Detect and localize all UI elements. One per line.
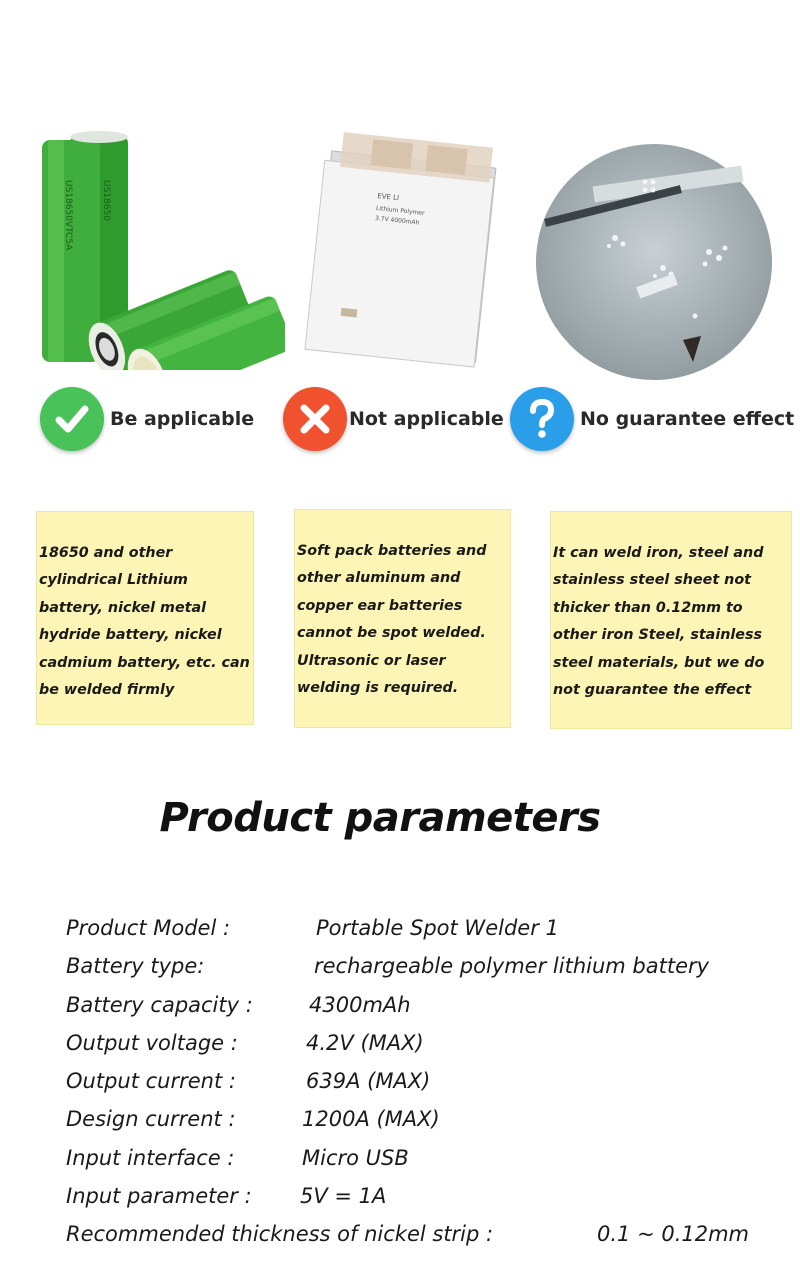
param-row — [66, 1107, 786, 1145]
param-label: Recommended thickness of nickel strip : — [66, 1222, 494, 1246]
param-row — [66, 1069, 786, 1107]
param-row — [66, 1184, 786, 1222]
svg-text:EVE LI: EVE LI — [376, 191, 400, 203]
param-label: Battery type: — [66, 954, 205, 978]
cylindrical-battery-image — [30, 120, 285, 370]
param-label: Product Model : — [66, 916, 231, 940]
status-label: No guarantee effect — [580, 408, 795, 430]
section-title: Product parameters — [159, 795, 601, 841]
param-row — [66, 916, 786, 954]
note-applicable: 18650 and other cylindrical Lithium battery, nickel metal hydride battery, nickel cadmium battery, etc. can be welded firmly — [36, 511, 254, 725]
param-label: Output voltage : — [66, 1031, 238, 1055]
note-not-applicable: Soft pack batteries and other aluminum and copper ear batteries cannot be spot welded. Ultrasonic or laser welding is required. — [294, 509, 511, 728]
param-value: 4.2V (MAX) — [306, 1031, 424, 1055]
param-row — [66, 1146, 786, 1184]
cross-icon — [283, 387, 347, 451]
param-value: 1200A (MAX) — [302, 1107, 440, 1131]
status-label: Be applicable — [110, 408, 255, 430]
param-value: Micro USB — [302, 1146, 409, 1170]
param-label: Design current : — [66, 1107, 236, 1131]
steel-sheet-image — [533, 140, 775, 385]
svg-text:Lithium Polymer: Lithium Polymer — [375, 204, 425, 217]
param-row — [66, 954, 786, 992]
status-no-guarantee — [510, 387, 794, 451]
question-icon — [510, 387, 574, 451]
param-value: 639A (MAX) — [306, 1069, 431, 1093]
svg-text:3.7V 4000mAh: 3.7V 4000mAh — [374, 214, 420, 227]
param-row — [66, 1031, 786, 1069]
note-no-guarantee: It can weld iron, steel and stainless steel sheet not thicker than 0.12mm to other iron Steel, stainless steel materials, but we do not guarantee the effect — [550, 511, 792, 729]
param-row — [66, 1222, 786, 1260]
svg-text:US18650VTC5A: US18650VTC5A — [63, 180, 73, 251]
param-value: 0.1 ~ 0.12mm — [597, 1222, 750, 1246]
check-icon — [40, 387, 104, 451]
status-label: Not applicable — [349, 408, 504, 430]
param-label: Output current : — [66, 1069, 236, 1093]
status-not-applicable — [283, 387, 504, 451]
param-value: 5V = 1A — [300, 1184, 387, 1208]
svg-text:US18650: US18650 — [101, 180, 111, 221]
param-value: Portable Spot Welder 1 — [316, 916, 559, 940]
param-label: Input parameter : — [66, 1184, 252, 1208]
param-value: 4300mAh — [309, 993, 411, 1017]
param-row — [66, 993, 786, 1031]
param-label: Input interface : — [66, 1146, 235, 1170]
pouch-battery-image — [292, 128, 497, 368]
param-label: Battery capacity : — [66, 993, 253, 1017]
param-value: rechargeable polymer lithium battery — [314, 954, 710, 978]
status-applicable — [40, 387, 254, 451]
